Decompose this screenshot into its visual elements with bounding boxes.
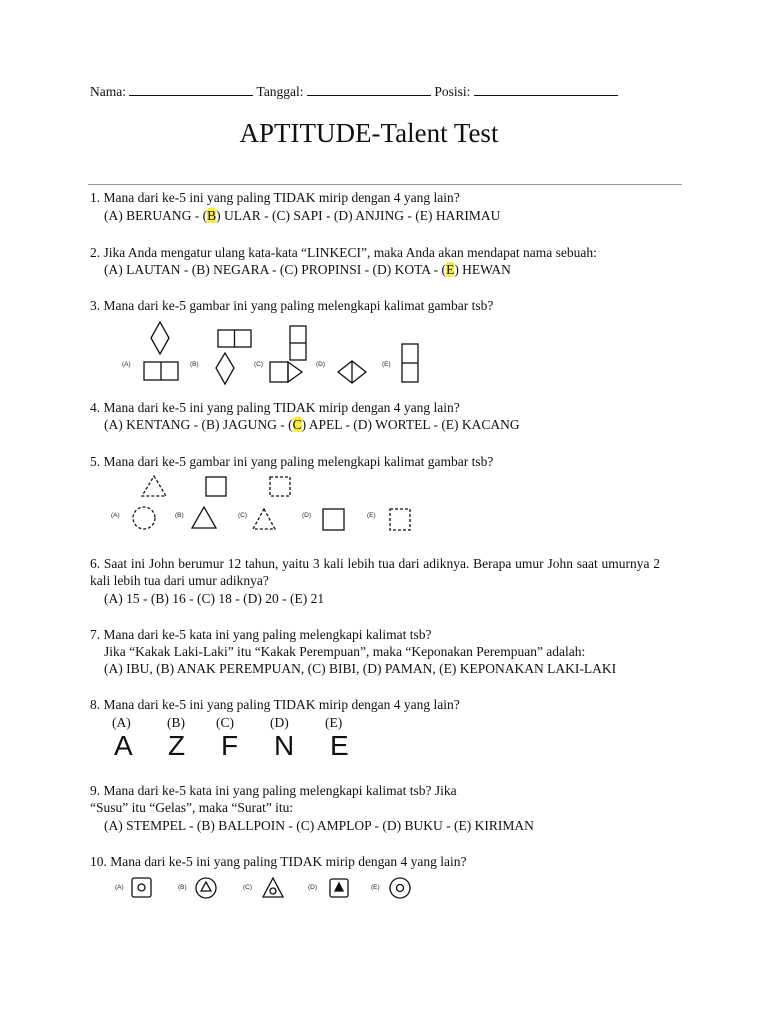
- question-6-options: (A) 15 - (B) 16 - (C) 18 - (D) 20 - (E) 21: [104, 591, 325, 606]
- name-label: Nama:: [90, 84, 126, 99]
- question-4: 4. Mana dari ke-5 ini yang paling TIDAK mirip dengan 4 yang lain?: [90, 400, 460, 415]
- answer-highlight: E: [446, 262, 455, 277]
- question-4-options: (A) KENTANG - (B) JAGUNG - (C) APEL - (D) WORTEL - (E) KACANG: [104, 417, 520, 432]
- question-9-line2: “Susu” itu “Gelas”, maka “Surat” itu:: [90, 800, 294, 815]
- q5-dashed-square: [270, 477, 290, 496]
- question-7-options: (A) IBU, (B) ANAK PEREMPUAN, (C) BIBI, (D) PAMAN, (E) KEPONAKAN LAKI-LAKI: [104, 661, 617, 676]
- question-1-options: (A) BERUANG - (B) ULAR - (C) SAPI - (D) ANJING - (E) HARIMAU: [104, 208, 501, 223]
- question-10: 10. Mana dari ke-5 ini yang paling TIDAK mirip dengan 4 yang lain?: [90, 854, 467, 869]
- question-9-options: (A) STEMPEL - (B) BALLPOIN - (C) AMPLOP - (D) BUKU - (E) KIRIMAN: [104, 818, 534, 833]
- position-label: Posisi:: [434, 84, 471, 99]
- question-2-options: (A) LAUTAN - (B) NEGARA - (C) PROPINSI - (D) KOTA - (E) HEWAN: [104, 262, 511, 277]
- q3-label-a: (A): [122, 361, 131, 368]
- q5-option-d: [323, 509, 344, 530]
- q5-dashed-triangle: [142, 476, 166, 496]
- q10-label-b: (B): [178, 884, 187, 891]
- q8-label-c: (C): [216, 715, 234, 730]
- name-field[interactable]: [129, 83, 253, 96]
- date-label: Tanggal:: [256, 84, 304, 99]
- answer-highlight: C: [292, 417, 302, 432]
- date-field[interactable]: [307, 83, 431, 96]
- question-7-line2: Jika “Kakak Laki-Laki” itu “Kakak Perempuan”, maka “Keponakan Perempuan” adalah:: [104, 644, 586, 659]
- q3-label-e: (E): [382, 361, 391, 368]
- q8-label-e: (E): [325, 715, 343, 730]
- q3-label-b: (B): [190, 361, 199, 368]
- q8-label-a: (A): [112, 715, 131, 730]
- q3-figure: [110, 320, 430, 388]
- q8-letter-e: E: [330, 730, 349, 761]
- q5-label-d: (D): [302, 512, 312, 519]
- q8-label-b: (B): [167, 715, 185, 730]
- q8-letter-f: F: [221, 730, 239, 761]
- q5-figure: [110, 472, 420, 534]
- q5-label-e: (E): [367, 512, 376, 519]
- question-1: 1. Mana dari ke-5 ini yang paling TIDAK mirip dengan 4 yang lain?: [90, 190, 460, 205]
- q3-option-c: [270, 362, 288, 382]
- q8-letter-n: N: [274, 730, 295, 761]
- q5-option-b: [192, 507, 216, 528]
- q5-label-c: (C): [238, 512, 248, 519]
- divider: [88, 184, 682, 185]
- q5-label-a: (A): [111, 512, 120, 519]
- q10-label-d: (D): [308, 884, 318, 891]
- position-field[interactable]: [474, 83, 618, 96]
- page-title: APTITUDE-Talent Test: [239, 118, 499, 148]
- header-fields: [90, 83, 618, 100]
- q3-diamond-top: [151, 322, 169, 354]
- q10-option-e: [390, 878, 410, 898]
- answer-highlight: B: [207, 208, 217, 223]
- q5-label-b: (B): [175, 512, 184, 519]
- q3-label-d: (D): [316, 361, 326, 368]
- q3-label-c: (C): [254, 361, 264, 368]
- question-2: 2. Jika Anda mengatur ulang kata-kata “LINKECI”, maka Anda akan mendapat nama sebuah:: [90, 245, 597, 260]
- q5-option-e: [390, 509, 410, 530]
- q10-option-a: [132, 878, 151, 897]
- q8-label-d: (D): [270, 715, 289, 730]
- question-5: 5. Mana dari ke-5 gambar ini yang paling melengkapi kalimat gambar tsb?: [90, 454, 494, 469]
- q5-option-a: [133, 507, 155, 529]
- question-9: 9. Mana dari ke-5 kata ini yang paling melengkapi kalimat tsb? Jika: [90, 783, 457, 798]
- question-6: 6. Saat ini John berumur 12 tahun, yaitu 3 kali lebih tua dari adiknya. Berapa umur John saat umurnya 2 kali lebih tua dari umur adiknya?: [90, 556, 660, 588]
- question-7: 7. Mana dari ke-5 kata ini yang paling melengkapi kalimat tsb?: [90, 627, 432, 642]
- question-8: 8. Mana dari ke-5 ini yang paling TIDAK mirip dengan 4 yang lain?: [90, 697, 460, 712]
- q10-label-c: (C): [243, 884, 253, 891]
- q5-solid-square: [206, 477, 226, 496]
- q10-label-e: (E): [371, 884, 380, 891]
- question-3: 3. Mana dari ke-5 gambar ini yang paling melengkapi kalimat gambar tsb?: [90, 298, 494, 313]
- q8-letter-a: A: [114, 730, 133, 761]
- q5-option-c: [253, 509, 275, 529]
- q8-letter-z: Z: [168, 730, 186, 761]
- q10-label-a: (A): [115, 884, 124, 891]
- q3-option-b: [216, 353, 234, 384]
